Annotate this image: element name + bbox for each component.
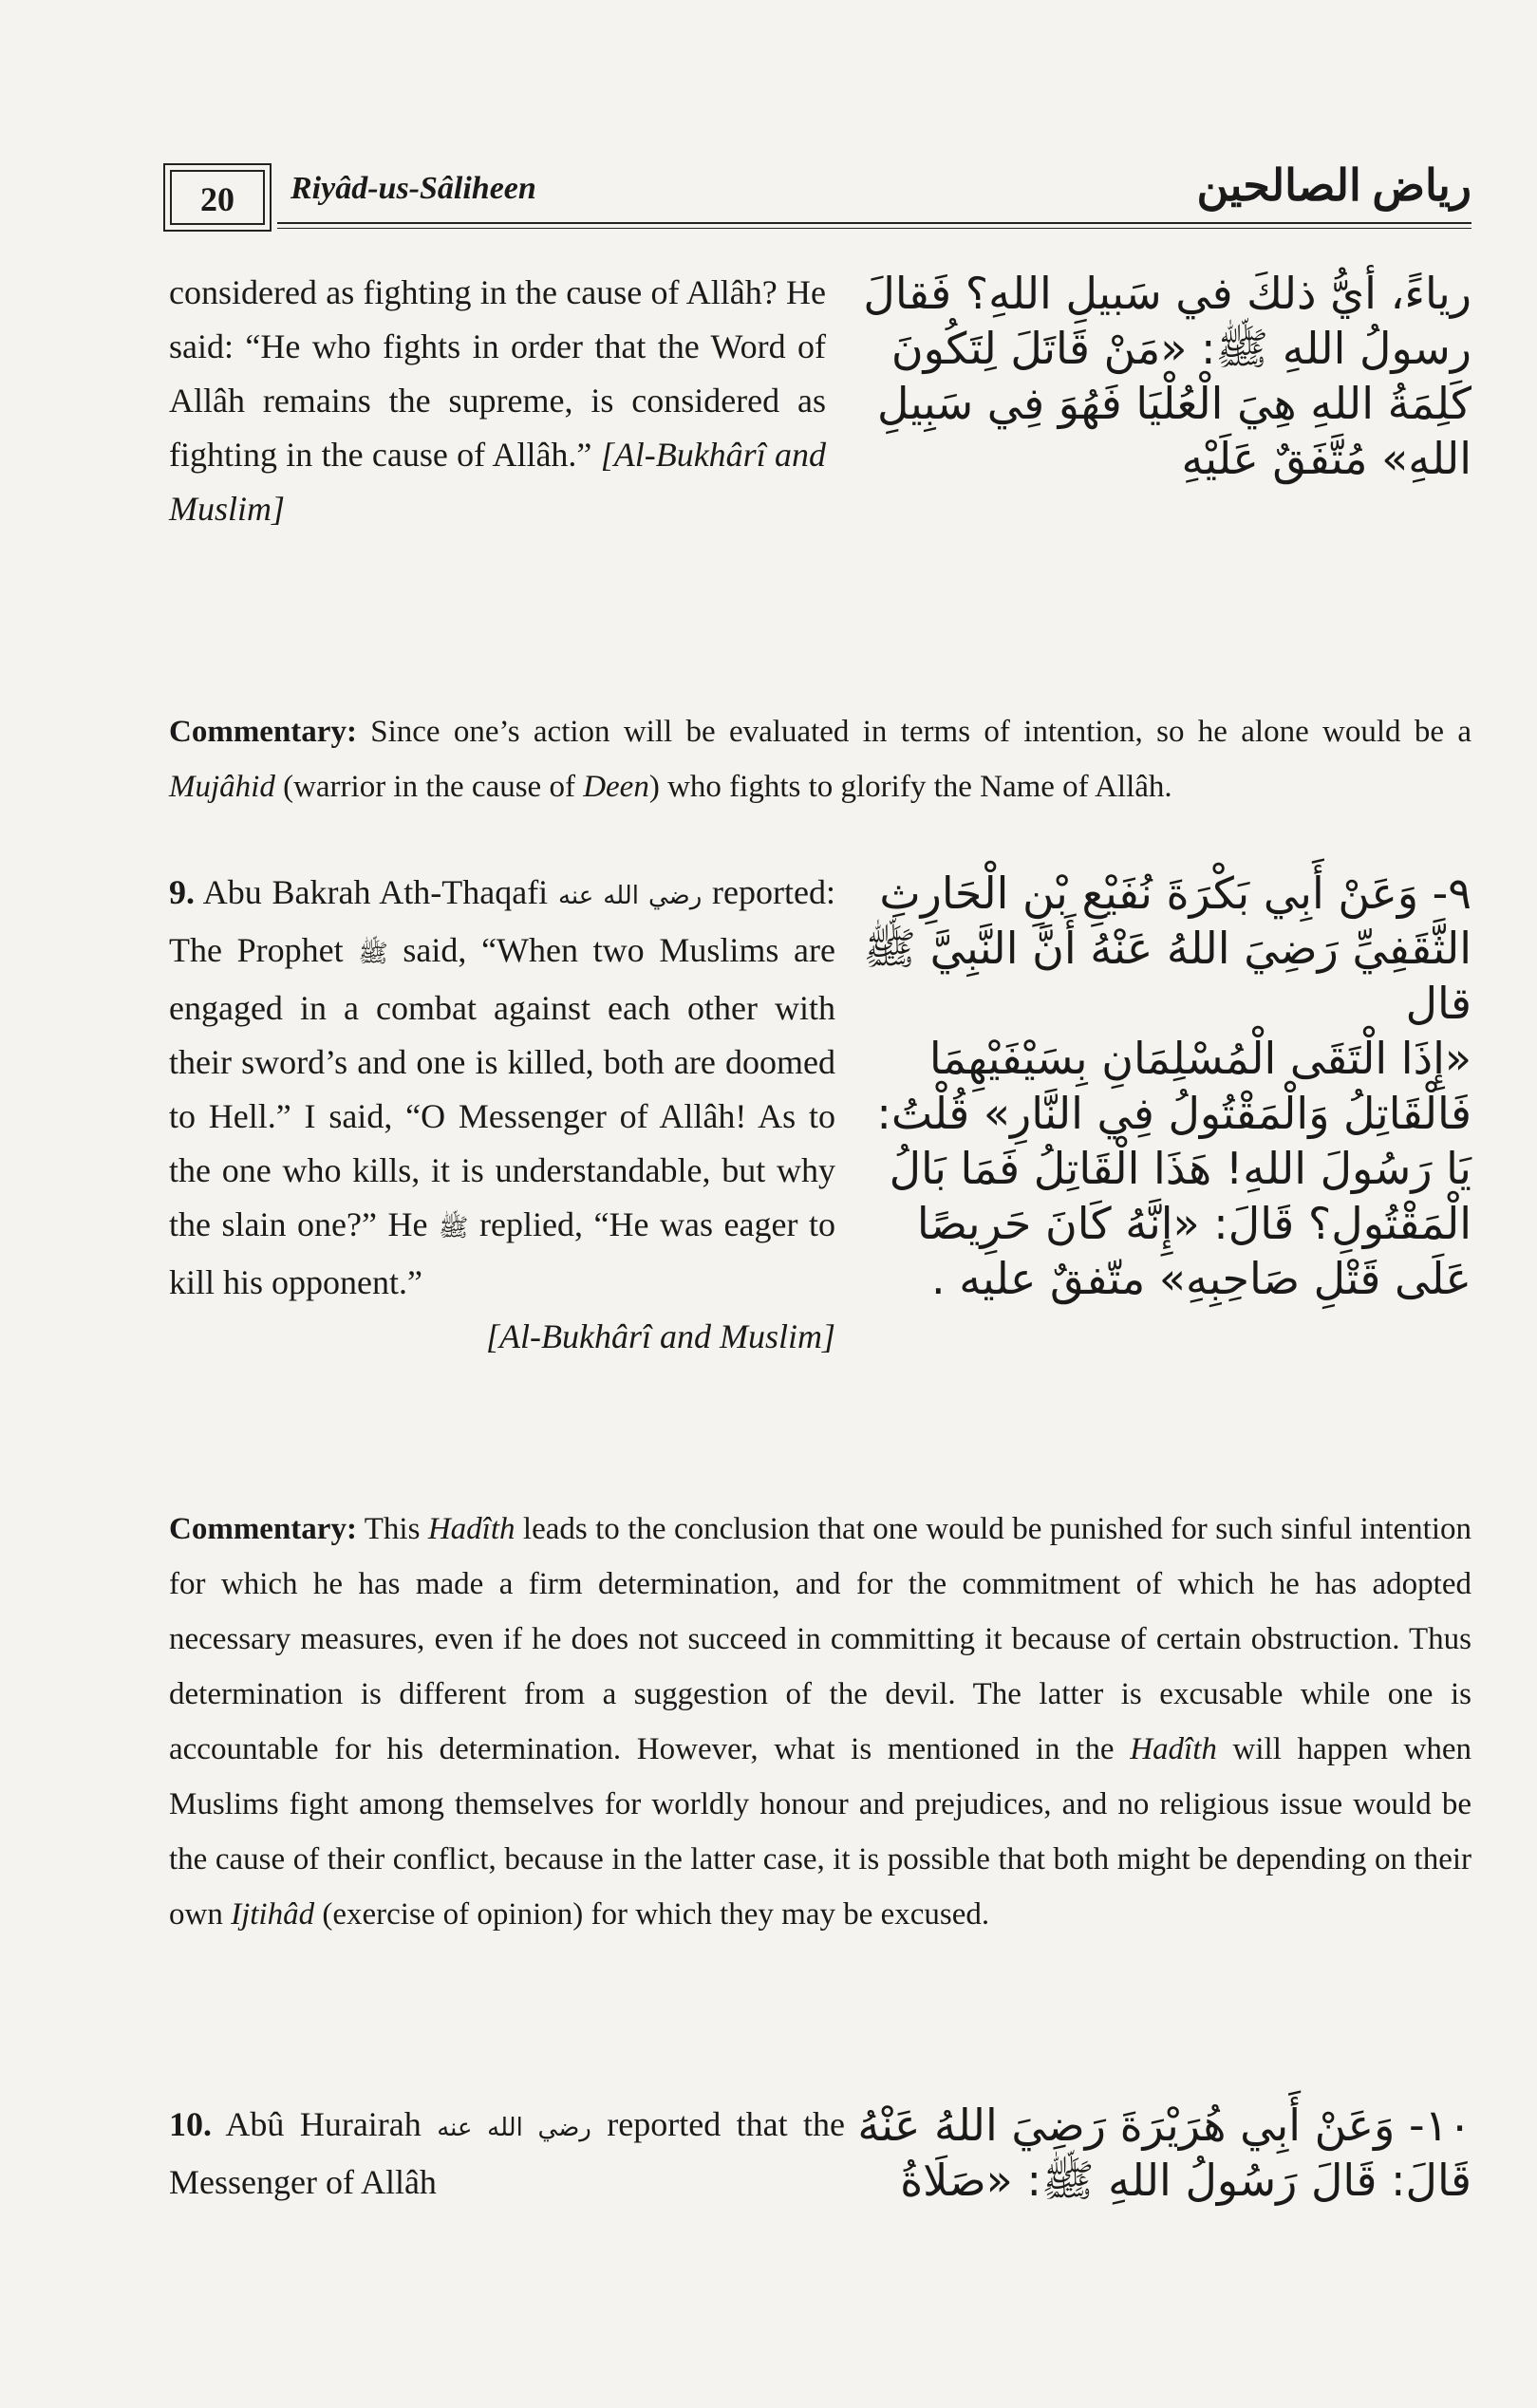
arabic-line: فَالْقَاتِلُ وَالْمَقْتُولُ فِي النَّارِ» قُلْتُ:: [876, 1088, 1471, 1139]
header-rule-thin: [277, 228, 1471, 229]
arabic-line: الثَّقَفِيِّ رَضِيَ اللهُ عَنْهُ أَنَّ النَّبِيَّ ﷺ قال: [863, 923, 1471, 1029]
term: Deen: [583, 770, 649, 804]
commentary-label: Commentary:: [169, 1512, 357, 1546]
commentary-2: [169, 1502, 1471, 1942]
arabic-line: رسولُ اللهِ ﷺ: «مَنْ قَاتَلَ لِتَكُونَ: [890, 323, 1471, 374]
book-title: Riyâd-us-Sâliheen: [291, 171, 536, 206]
hadith-8-arabic-continuation: [854, 266, 1471, 486]
hadith-text: considered as fighting in the cause of Allâh? He said: “He who fights in order that the Word of Allâh remains the supreme, is considered as fighting in the cause of Allâh.”: [169, 273, 826, 474]
reference: [Al-Bukhârî and Muslim]: [486, 1317, 835, 1355]
hadith-number: 10.: [169, 2105, 212, 2143]
book-title-arabic: رياض الصالحين: [1196, 161, 1471, 210]
arabic-line: ١٠- وَعَنْ أَبِي هُرَيْرَةَ رَضِيَ اللهُ عَنْهُ: [857, 2100, 1471, 2151]
arabic-line: كَلِمَةُ اللهِ هِيَ الْعُلْيَا فَهُوَ فِي سَبِيلِ: [877, 378, 1471, 429]
running-header: [163, 163, 1471, 239]
arabic-line: اللهِ» مُتَّفَقٌ عَلَيْهِ: [1181, 433, 1471, 484]
term: Hadîth: [427, 1512, 515, 1546]
hadith-9-arabic: [854, 866, 1471, 1306]
hadith-9-english: [169, 866, 835, 1364]
term: Mujâhid: [169, 770, 275, 804]
commentary-paragraph: Commentary: This Hadîth leads to the conclusion that one would be punished for such sinful intention for which he has made a firm determination, and for the commitment of which he has adopted necessary measures, even if he does not succeed in committing it because of certain obstruction. Thus determination is different from a suggestion of the devil. The latter is excusable while one is accountable for his determination. However, what is mentioned in the Hadîth will happen when Muslims fight among themselves for worldly honour and prejudices, and no religious issue would be the cause of their conflict, because in the latter case, it is possible that both might be depending on their own Ijtihâd (exercise of opinion) for which they may be excused.: [169, 1512, 1472, 1932]
term: Hadîth: [1130, 1732, 1217, 1766]
arabic-line: ٩- وَعَنْ أَبِي بَكْرَةَ نُفَيْعِ بْنِ الْحَارِثِ: [879, 868, 1471, 919]
commentary-1: [169, 704, 1471, 814]
honorific: رضي الله عنه: [437, 2114, 591, 2142]
arabic-line: قَالَ: قَالَ رَسُولُ اللهِ ﷺ: «صَلَاةُ: [900, 2155, 1471, 2206]
paragraph: 9. Abu Bakrah Ath-Thaqafi رضي الله عنه reported: The Prophet ﷺ said, “When two Muslims are engaged in a combat against each other with their sword’s and one is killed, both are doomed to Hell.” I said, “O Messenger of Allâh! As to the one who kills, it is understandable, but why the slain one?” He ﷺ replied, “He was eager to kill his opponent.”: [169, 873, 835, 1301]
pbuh-glyph: ﷺ: [358, 940, 388, 968]
page-number: 20: [200, 180, 234, 218]
honorific: رضي الله عنه: [557, 882, 703, 910]
hadith-10-english: [169, 2098, 845, 2210]
hadith-number: 9.: [169, 873, 195, 911]
arabic-line: الْمَقْتُولِ؟ قَالَ: «إِنَّهُ كَانَ حَرِيصًا: [916, 1198, 1471, 1249]
arabic-line: عَلَى قَتْلِ صَاحِبِهِ» متّفقٌ عليه .: [930, 1253, 1471, 1304]
arabic-line: «إِذَا الْتَقَى الْمُسْلِمَانِ بِسَيْفَيْهِمَا: [928, 1033, 1471, 1084]
term: Ijtihâd: [231, 1897, 315, 1932]
arabic-line: يَا رَسُولَ اللهِ! هَذَا الْقَاتِلُ فَمَا بَالُ: [889, 1143, 1471, 1194]
commentary-paragraph: Commentary: Since one’s action will be evaluated in terms of intention, so he alone would be a Mujâhid (warrior in the cause of Deen) who fights to glorify the Name of Allâh.: [169, 715, 1471, 804]
pbuh-glyph: ﷺ: [439, 1214, 469, 1242]
hadith-10-arabic: [854, 2098, 1471, 2208]
hadith-8-english-continuation: [169, 266, 826, 536]
page-number-box: [163, 163, 272, 232]
arabic-line: رياءً، أيُّ ذلكَ في سَبيلِ اللهِ؟ فَقالَ: [863, 268, 1471, 319]
paragraph: 10. Abû Hurairah رضي الله عنه reported that the Messenger of Allâh: [169, 2105, 845, 2201]
header-rule: [277, 222, 1471, 224]
commentary-label: Commentary:: [169, 715, 357, 749]
paragraph: [169, 266, 826, 536]
reference: [Al-Bukhârî and Muslim]: [169, 436, 826, 528]
